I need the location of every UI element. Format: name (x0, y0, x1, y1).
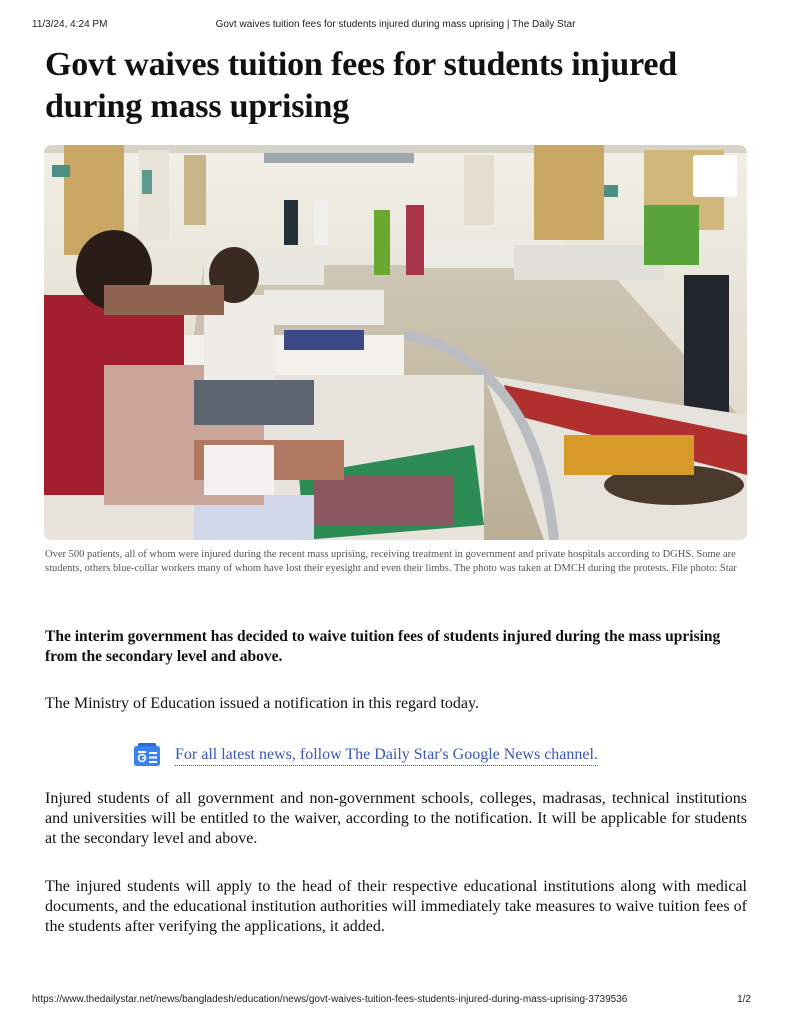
google-news-link-text[interactable]: For all latest news, follow The Daily Star's Google News channel. (175, 745, 598, 766)
google-news-icon (133, 742, 161, 768)
article-paragraph: Injured students of all government and non-government schools, colleges, madrasas, technical institutions and universities will be entitled to the waiver, according to the notification. It will be applicable for students at the secondary level and above. (45, 790, 747, 847)
article-headline: Govt waives tuition fees for students injured during mass uprising (45, 46, 677, 125)
hospital-ward-photo (44, 145, 747, 540)
print-header (32, 19, 759, 33)
google-news-follow-link[interactable] (133, 742, 598, 768)
print-datetime: 11/3/24, 4:24 PM (32, 19, 108, 30)
print-footer (32, 994, 759, 1008)
photo-watermark-badge (693, 155, 737, 197)
article-photo (44, 145, 747, 540)
article-paragraph: The injured students will apply to the head of their respective educational institutions along with medical documents, and the educational institution authorities will immediately take measures to waive tuition fees of the students after verifying the applications, it added. (45, 878, 747, 935)
print-page-number: 1/2 (737, 994, 751, 1005)
photo-caption: Over 500 patients, all of whom were injured during the recent mass uprising, receiving treatment in government and private hospitals according to DGHS. Some are students, others blue-collar workers many of whom have lost their eyesight and even their limbs. The photo was taken at DMCH during the protests. File photo: Star (45, 549, 737, 574)
print-page-title: Govt waives tuition fees for students injured during mass uprising | The Daily Star (215, 19, 576, 30)
article-lead: The interim government has decided to waive tuition fees of students injured during the mass uprising from the secondary level and above. (45, 628, 721, 665)
print-url: https://www.thedailystar.net/news/bangladesh/education/news/govt-waives-tuition-fees-students-injured-during-mass-uprising-3739536 (32, 994, 628, 1005)
article-paragraph: The Ministry of Education issued a notification in this regard today. (45, 695, 479, 712)
